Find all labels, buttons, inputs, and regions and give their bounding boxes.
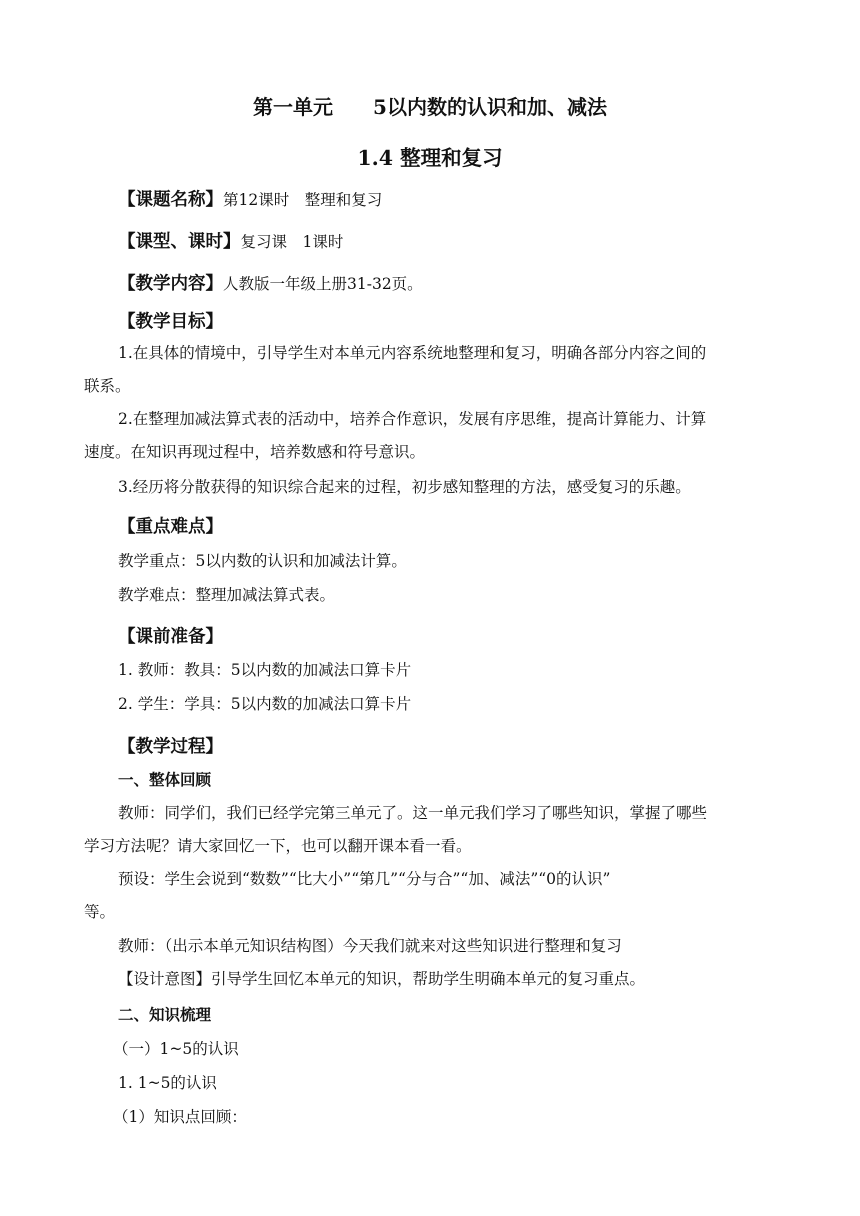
- lesson-type-label: 【课型、课时】: [118, 232, 241, 252]
- knowledge-review: （1）知识点回顾：: [113, 1108, 247, 1126]
- prep-heading: 【课前准备】: [118, 627, 223, 647]
- lesson-name-label: 【课题名称】: [118, 190, 223, 210]
- section-2-heading: 二、知识梳理: [118, 1005, 212, 1024]
- goal-1-line-2: 联系。: [84, 377, 131, 395]
- paragraph-3: 教师：（出示本单元知识结构图）今天我们就来对这些知识进行整理和复习: [118, 937, 622, 955]
- teaching-difficulty: 教学难点：整理加减法算式表。: [118, 586, 336, 604]
- goal-3: 3.经历将分散获得的知识综合起来的过程，初步感知整理的方法，感受复习的乐趣。: [118, 478, 691, 496]
- lesson-name-value: 第12课时 整理和复习: [223, 191, 383, 209]
- key-points-heading: 【重点难点】: [118, 517, 223, 537]
- paragraph-2-line-2: 等。: [84, 903, 116, 921]
- lesson-content-label: 【教学内容】: [118, 274, 223, 294]
- prep-item-1: 1. 教师：教具：5以内数的加减法口算卡片: [118, 661, 412, 679]
- goal-2-line-1: 2.在整理加减法算式表的活动中，培养合作意识，发展有序思维，提高计算能力、计算: [118, 410, 707, 428]
- section-1-heading: 一、整体回顾: [118, 770, 212, 789]
- lesson-type-row: [118, 228, 343, 253]
- paragraph-2-line-1: 预设：学生会说到“数数”“比大小”“第几”“分与合”“加、减法”“0的认识”: [118, 870, 611, 888]
- lesson-name-row: [118, 186, 382, 211]
- paragraph-1-line-1: 教师：同学们，我们已经学完第三单元了。这一单元我们学习了哪些知识，掌握了哪些: [118, 804, 708, 822]
- subsection-1: （一）1~5的认识: [113, 1040, 239, 1058]
- paragraph-1-line-2: 学习方法呢？请大家回忆一下，也可以翻开课本看一看。: [84, 837, 472, 855]
- design-intent: 【设计意图】引导学生回忆本单元的知识，帮助学生明确本单元的复习重点。: [118, 970, 646, 988]
- goal-1-line-1: 1.在具体的情境中，引导学生对本单元内容系统地整理和复习，明确各部分内容之间的: [118, 344, 707, 362]
- prep-item-2: 2. 学生：学具：5以内数的加减法口算卡片: [118, 695, 412, 713]
- lesson-type-value: 复习课 1课时: [240, 233, 344, 251]
- teaching-focus: 教学重点：5以内数的认识和加减法计算。: [118, 552, 407, 570]
- goals-heading: 【教学目标】: [118, 312, 223, 332]
- lesson-content-row: [118, 270, 423, 295]
- lesson-content-value: 人教版一年级上册31-32页。: [223, 275, 423, 293]
- subsection-1-item-1: 1. 1~5的认识: [118, 1074, 217, 1092]
- goal-2-line-2: 速度。在知识再现过程中，培养数感和符号意识。: [84, 443, 426, 461]
- unit-title: 第一单元 5以内数的认识和加、减法: [253, 95, 607, 119]
- process-heading: 【教学过程】: [118, 737, 223, 757]
- lesson-title: 1.4 整理和复习: [357, 146, 503, 170]
